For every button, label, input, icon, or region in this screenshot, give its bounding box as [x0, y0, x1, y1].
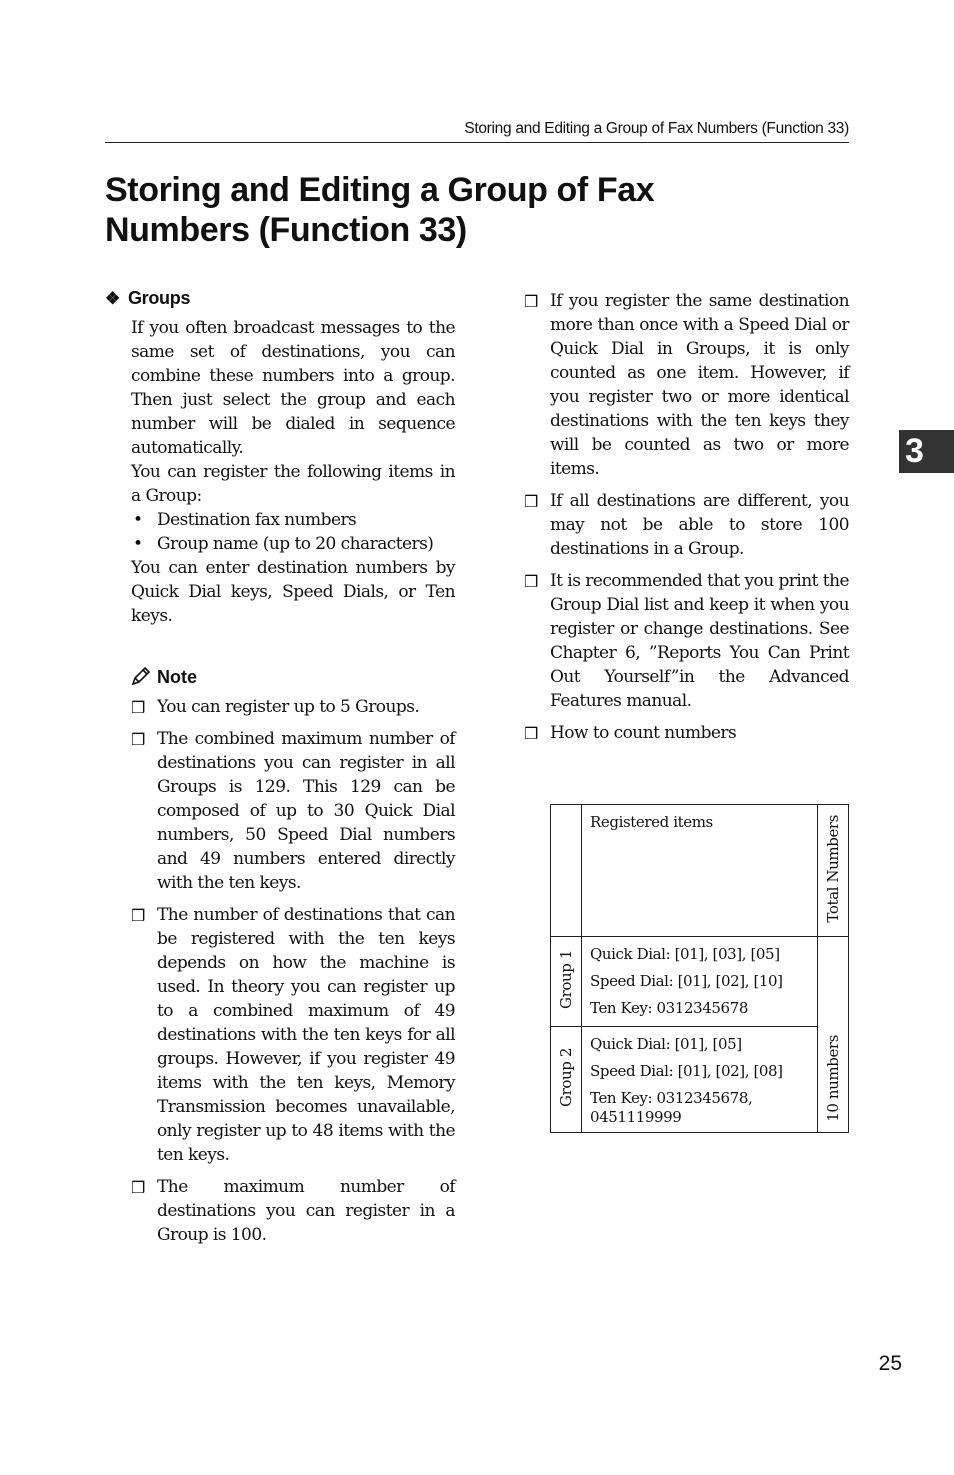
group-items-cell: Quick Dial: [01], [03], [05] Speed Dial: [01], [02], [10] Ten Key: 0312345678: [582, 937, 818, 1027]
header-rule: [105, 142, 849, 143]
note-heading-label: Note: [157, 667, 197, 687]
table-header-items: Registered items: [582, 805, 818, 937]
pencil-icon: [131, 666, 151, 691]
page-title: [105, 170, 865, 250]
note-item: ❒ The number of destinations that can be registered with the ten keys depends on how the machine is used. In theory you can register up to a combined maximum of 49 destinations with the ten keys for all groups. However, if you register 49 items with the ten keys, Memory Transmission becomes unavailable, only register up to 48 items with the ten keys.: [131, 905, 455, 1165]
note-item: ❒ How to count numbers: [524, 721, 849, 745]
page-number: 25: [878, 1352, 902, 1375]
table-row: [551, 1027, 849, 1133]
groups-bullet-list: [131, 508, 455, 556]
list-item: • Group name (up to 20 characters): [133, 534, 434, 554]
groups-paragraph-2: You can register the following items in a Group:: [131, 462, 455, 506]
note-item: ❒ You can register up to 5 Groups.: [131, 695, 455, 719]
note-list-right: [524, 289, 849, 753]
table-row: [551, 805, 849, 937]
note-item: ❒ The combined maximum number of destinations you can register in all Groups is 129. This 129 can be composed of up to 30 Quick Dial numbers, 50 Speed Dial numbers and 49 numbers entered directly with the ten keys.: [131, 729, 455, 893]
groups-heading: [105, 288, 190, 309]
group-label-cell: Group 2: [551, 1027, 582, 1133]
running-header: Storing and Editing a Group of Fax Numbers (Function 33): [464, 120, 849, 137]
groups-heading-label: Groups: [127, 288, 191, 308]
count-numbers-table: [550, 804, 849, 1133]
checkbox-square-icon: ❒: [131, 730, 145, 749]
groups-paragraph-3: You can enter destination numbers by Quick Dial keys, Speed Dials, or Ten keys.: [131, 558, 455, 626]
bullet-icon: •: [133, 534, 143, 554]
note-list-left: [131, 695, 455, 1255]
note-item: ❒ The maximum number of destinations you can register in a Group is 100.: [131, 1177, 455, 1245]
group-items-cell: Quick Dial: [01], [05] Speed Dial: [01], [02], [08] Ten Key: 0312345678, 0451119999: [582, 1027, 818, 1133]
page-title-line-1: Storing and Editing a Group of Fax: [105, 171, 655, 209]
table-row: [551, 937, 849, 1027]
checkbox-square-icon: ❒: [131, 1178, 145, 1197]
checkbox-square-icon: ❒: [524, 724, 538, 743]
page-title-line-2: Numbers (Function 33): [105, 211, 467, 249]
four-diamond-icon: ❖: [105, 289, 120, 308]
list-item: • Destination fax numbers: [133, 510, 357, 530]
total-numbers-cell: 10 numbers: [818, 937, 849, 1133]
groups-body: [131, 316, 455, 628]
chapter-tab: [899, 430, 954, 473]
checkbox-square-icon: ❒: [131, 906, 145, 925]
groups-paragraph-1: If you often broadcast messages to the same set of destinations, you can combine these numbers into a group. Then just select the group and each number will be dialed in sequence automatically.: [131, 318, 455, 458]
checkbox-square-icon: ❒: [131, 698, 145, 717]
note-heading: [131, 666, 197, 691]
checkbox-square-icon: ❒: [524, 572, 538, 591]
note-item: ❒ It is recommended that you print the Group Dial list and keep it when you register or change destinations. See Chapter 6, ”Reports You Can Print Out Yourself”in the Advanced Features manual.: [524, 571, 849, 711]
table-header-total: Total Numbers: [818, 805, 849, 937]
group-label-cell: Group 1: [551, 937, 582, 1027]
chapter-number: 3: [905, 432, 924, 470]
table-corner-cell: [551, 805, 582, 937]
checkbox-square-icon: ❒: [524, 292, 538, 311]
note-item: ❒ If you register the same destination more than once with a Speed Dial or Quick Dial in Groups, it is only counted as one item. However, if you register two or more identical destinations with the ten keys they will be counted as two or more items.: [524, 291, 849, 479]
checkbox-square-icon: ❒: [524, 492, 538, 511]
bullet-icon: •: [133, 510, 143, 530]
note-item: ❒ If all destinations are different, you may not be able to store 100 destinations in a Group.: [524, 491, 849, 559]
